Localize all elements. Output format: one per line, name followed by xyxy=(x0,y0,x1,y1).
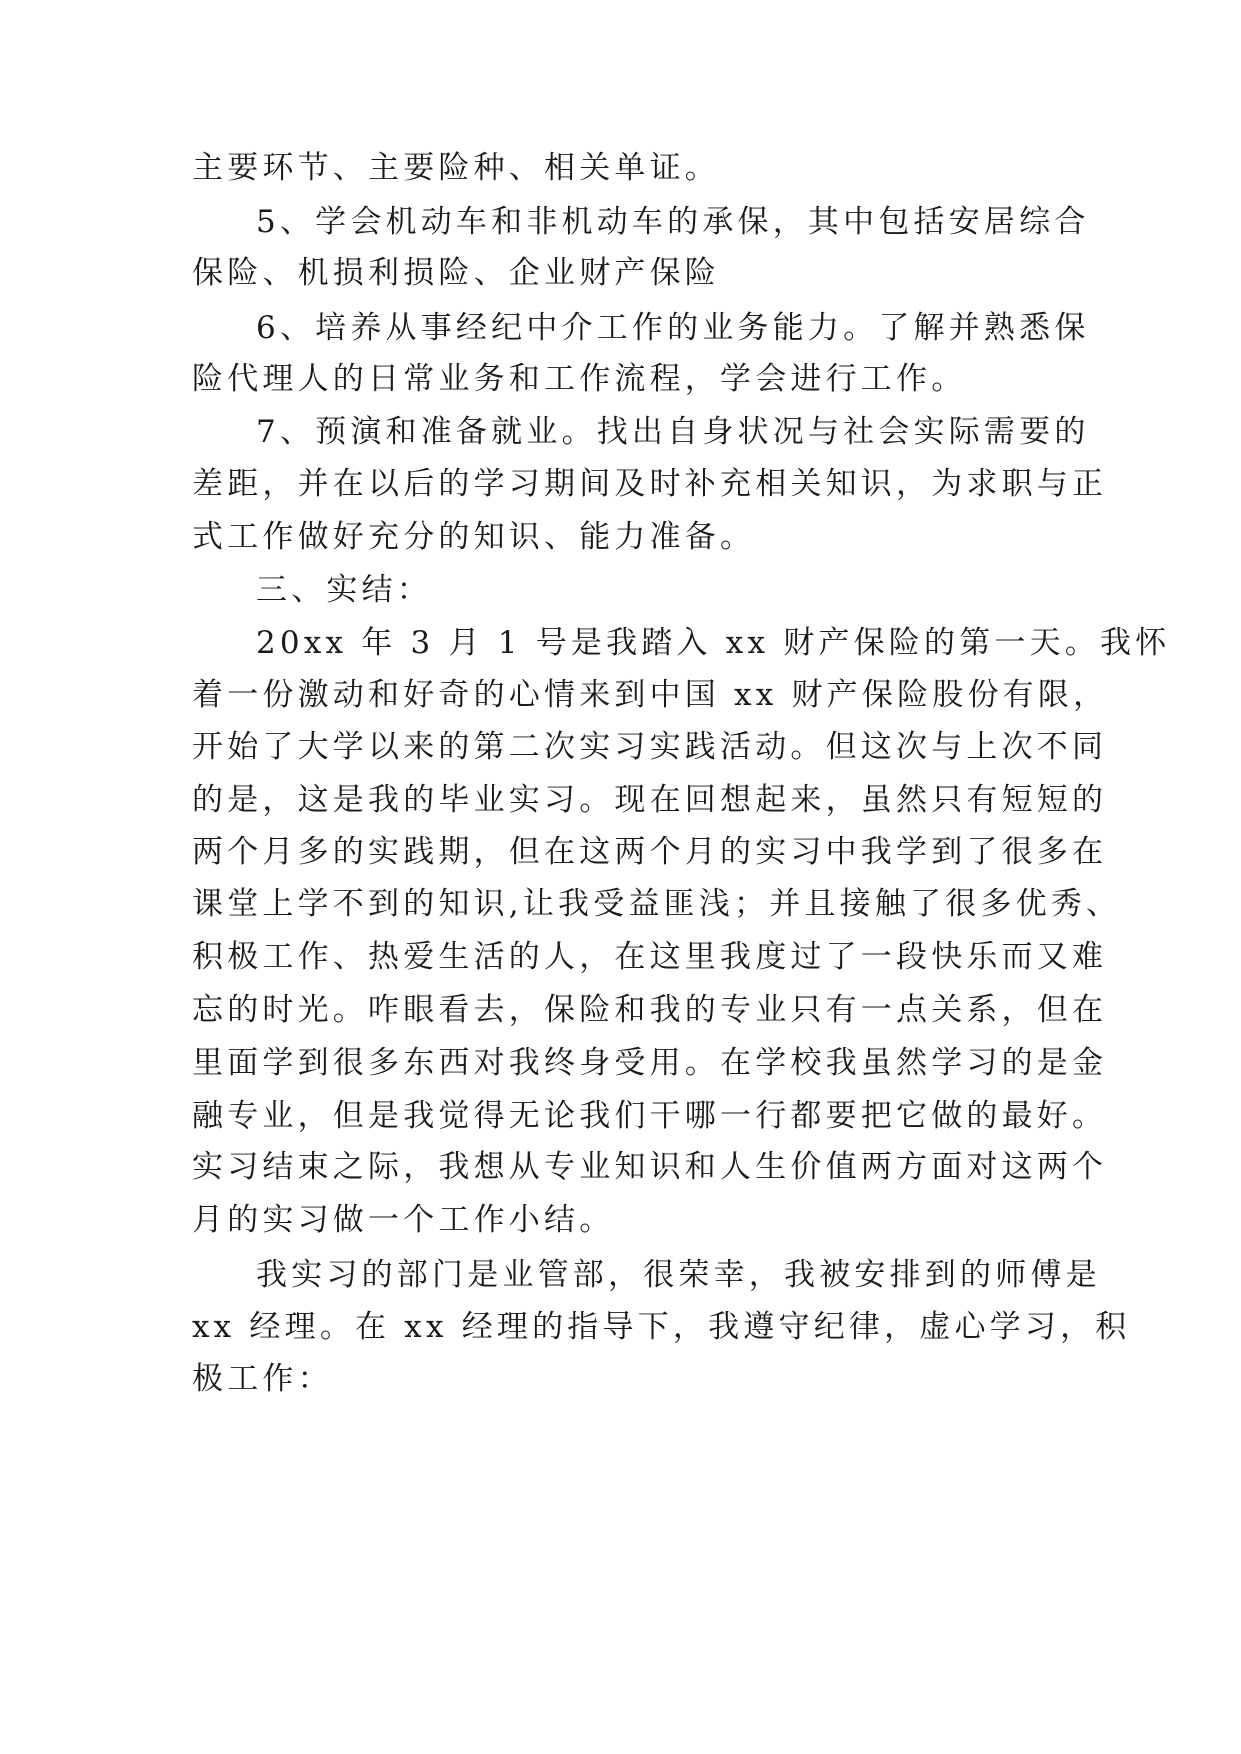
text-line: 的是，这是我的毕业实习。现在回想起来，虽然只有短短的 xyxy=(192,782,1108,818)
text-line: 忘的时光。咋眼看去，保险和我的专业只有一点关系，但在 xyxy=(192,992,1108,1028)
text-line: 开始了大学以来的第二次实习实践活动。但这次与上次不同 xyxy=(192,729,1108,765)
text-line: 6、培养从事经纪中介工作的业务能力。了解并熟悉保 xyxy=(256,310,1090,346)
text-line: 极工作： xyxy=(192,1361,333,1397)
text-line: 式工作做好充分的知识、能力准备。 xyxy=(192,519,756,555)
text-line: 险代理人的日常业务和工作流程，学会进行工作。 xyxy=(192,361,967,397)
text-line: 月的实习做一个工作小结。 xyxy=(192,1202,615,1238)
text-line: xx 经理。在 xx 经理的指导下，我遵守纪律，虚心学习，积 xyxy=(192,1309,1131,1345)
text-line: 主要环节、主要险种、相关单证。 xyxy=(192,150,720,186)
text-line: 5、学会机动车和非机动车的承保，其中包括安居综合 xyxy=(256,204,1090,240)
text-line: 里面学到很多东西对我终身受用。在学校我虽然学习的是金 xyxy=(192,1045,1108,1081)
text-line: 保险、机损利损险、企业财产保险 xyxy=(192,255,720,291)
text-line: 7、预演和准备就业。找出自身状况与社会实际需要的 xyxy=(256,414,1090,450)
text-line: 20xx 年 3 月 1 号是我踏入 xx 财产保险的第一天。我怀 xyxy=(256,625,1171,661)
text-line: 我实习的部门是业管部，很荣幸，我被安排到的师傅是 xyxy=(256,1257,1101,1293)
text-line: 着一份激动和好奇的心情来到中国 xx 财产保险股份有限， xyxy=(192,677,1109,713)
text-line: 课堂上学不到的知识,让我受益匪浅；并且接触了很多优秀、 xyxy=(192,886,1122,922)
text-line: 融专业，但是我觉得无论我们干哪一行都要把它做的最好。 xyxy=(192,1098,1108,1134)
text-line: 差距，并在以后的学习期间及时补充相关知识，为求职与正 xyxy=(192,466,1108,502)
section-heading: 三、实结： xyxy=(256,572,432,608)
text-line: 实习结束之际，我想从专业知识和人生价值两方面对这两个 xyxy=(192,1149,1108,1185)
text-line: 两个月多的实践期，但在这两个月的实习中我学到了很多在 xyxy=(192,834,1108,870)
text-line: 积极工作、热爱生活的人，在这里我度过了一段快乐而又难 xyxy=(192,939,1108,975)
